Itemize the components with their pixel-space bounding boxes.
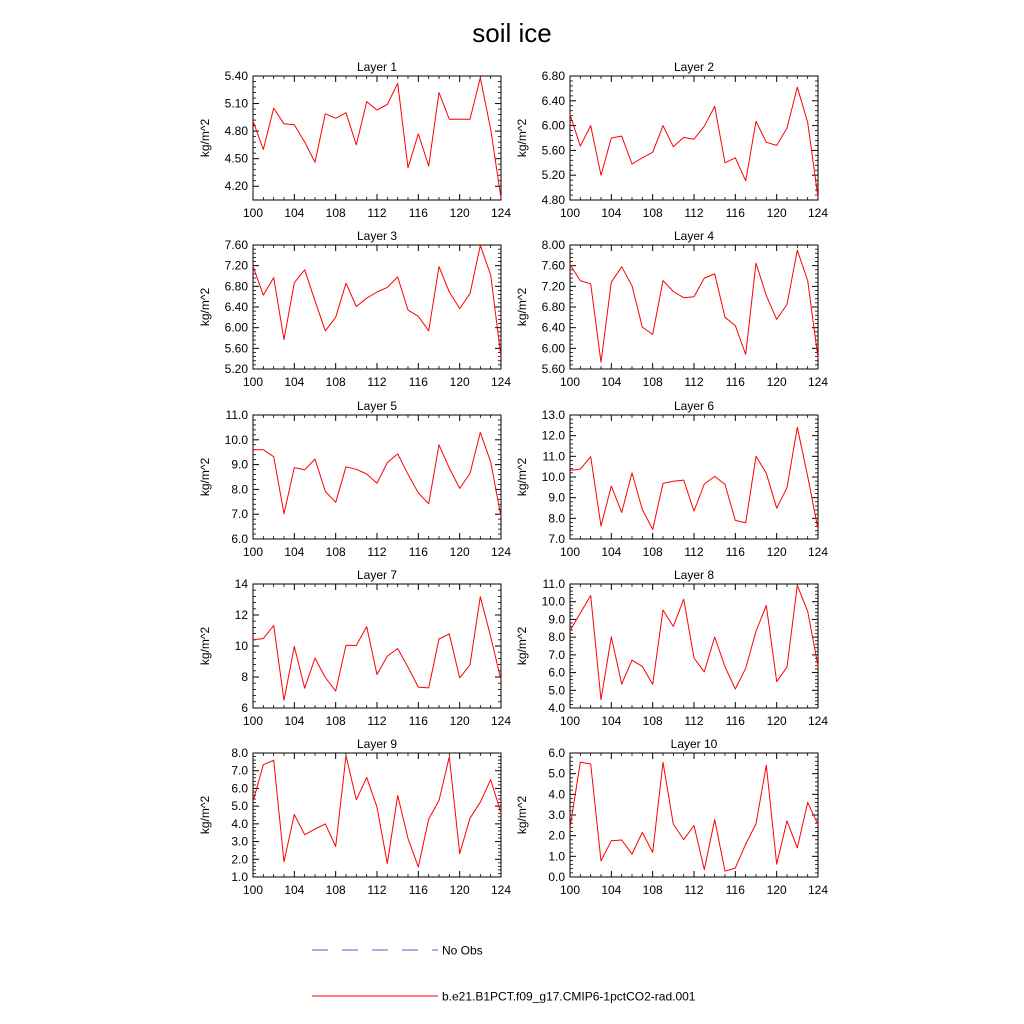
y-tick-label: 6.40 <box>224 300 248 314</box>
y-tick-label: 8.0 <box>548 630 565 645</box>
panel-layer-3 <box>198 229 511 389</box>
y-tick-label: 6.00 <box>224 320 248 335</box>
x-tick-label: 104 <box>601 883 622 897</box>
y-tick-label: 6.40 <box>541 93 565 108</box>
y-tick-label: 4.20 <box>224 179 248 194</box>
y-tick-label: 8.0 <box>548 511 565 526</box>
y-axis-label: kg/m^2 <box>198 626 212 666</box>
y-tick-label: 7.20 <box>224 258 248 273</box>
x-tick-label: 108 <box>325 375 346 389</box>
x-tick-label: 100 <box>559 545 581 559</box>
x-tick-label: 124 <box>490 714 512 728</box>
y-tick-label: 14 <box>234 577 248 591</box>
series-line-layer-7 <box>253 597 501 701</box>
x-tick-label: 124 <box>490 883 512 897</box>
x-tick-label: 108 <box>642 375 663 389</box>
x-tick-label: 116 <box>725 714 745 728</box>
x-tick-label: 108 <box>325 883 346 897</box>
x-tick-label: 104 <box>284 883 305 897</box>
y-tick-label: 7.0 <box>231 763 248 778</box>
plot-frame <box>570 584 818 708</box>
y-tick-label: 7.20 <box>541 279 565 294</box>
x-tick-label: 108 <box>325 545 346 559</box>
y-tick-label: 10.0 <box>224 432 248 447</box>
y-tick-label: 5.20 <box>541 168 565 183</box>
y-tick-label: 3.0 <box>548 808 565 822</box>
x-tick-label: 120 <box>766 375 787 389</box>
x-tick-label: 124 <box>807 883 829 897</box>
y-tick-label: 7.60 <box>541 258 565 273</box>
x-tick-label: 100 <box>559 883 581 897</box>
y-axis-label: kg/m^2 <box>198 457 212 497</box>
y-tick-label: 1.0 <box>231 870 248 884</box>
plot-frame <box>253 415 501 539</box>
y-tick-label: 5.0 <box>548 766 565 781</box>
y-tick-label: 6.00 <box>541 118 565 133</box>
y-tick-label: 5.60 <box>224 341 248 356</box>
x-tick-label: 124 <box>490 375 512 389</box>
y-tick-label: 10.0 <box>541 594 565 609</box>
x-tick-label: 100 <box>242 883 264 897</box>
y-tick-label: 5.60 <box>541 362 565 376</box>
x-tick-label: 108 <box>642 883 663 897</box>
y-tick-label: 4.0 <box>548 787 565 802</box>
legend-no-obs-label: No Obs <box>442 943 483 958</box>
y-tick-label: 10 <box>234 639 248 653</box>
x-tick-label: 100 <box>559 206 581 220</box>
x-tick-label: 112 <box>367 714 387 728</box>
y-tick-label: 6.80 <box>224 279 248 294</box>
panel-layer-2 <box>515 60 828 220</box>
panel-title: Layer 10 <box>670 737 718 751</box>
y-tick-label: 4.80 <box>541 193 565 207</box>
plot-frame <box>253 584 501 708</box>
series-line-layer-1 <box>253 78 501 198</box>
panel-layer-1 <box>198 60 511 220</box>
y-tick-label: 5.20 <box>224 362 248 376</box>
x-tick-label: 120 <box>766 883 787 897</box>
y-tick-label: 5.10 <box>224 96 248 111</box>
x-tick-label: 104 <box>284 714 305 728</box>
x-tick-label: 116 <box>408 206 428 220</box>
x-tick-label: 112 <box>684 883 704 897</box>
x-tick-label: 112 <box>367 375 387 389</box>
y-tick-label: 12 <box>234 608 248 622</box>
x-tick-label: 108 <box>642 714 663 728</box>
y-tick-label: 7.0 <box>548 532 565 546</box>
x-tick-label: 120 <box>449 206 470 220</box>
series-line-layer-10 <box>570 762 818 871</box>
y-axis-label: kg/m^2 <box>515 287 529 327</box>
x-tick-label: 116 <box>408 883 428 897</box>
x-tick-label: 100 <box>242 714 264 728</box>
y-tick-label: 0.0 <box>548 870 565 884</box>
x-tick-label: 124 <box>807 206 829 220</box>
x-tick-label: 112 <box>684 375 704 389</box>
y-tick-label: 13.0 <box>541 408 565 422</box>
x-tick-label: 120 <box>449 545 470 559</box>
x-tick-label: 112 <box>367 206 387 220</box>
figure-title: soil ice <box>472 18 552 48</box>
x-tick-label: 104 <box>601 206 622 220</box>
y-tick-label: 6.0 <box>548 665 565 680</box>
x-tick-label: 112 <box>684 545 704 559</box>
x-tick-label: 100 <box>559 714 581 728</box>
y-axis-label: kg/m^2 <box>515 795 529 835</box>
panel-layer-9 <box>198 737 511 897</box>
y-tick-label: 9.0 <box>548 612 565 627</box>
y-tick-label: 1.0 <box>548 849 565 864</box>
x-tick-label: 100 <box>242 375 264 389</box>
y-tick-label: 7.60 <box>224 238 248 252</box>
legend-model-label: b.e21.B1PCT.f09_g17.CMIP6-1pctCO2-rad.001 <box>442 989 696 1004</box>
x-tick-label: 112 <box>367 883 387 897</box>
plot-frame <box>253 76 501 200</box>
x-tick-label: 104 <box>601 375 622 389</box>
y-tick-label: 8.0 <box>231 482 248 497</box>
y-tick-label: 9.0 <box>548 490 565 505</box>
x-tick-label: 124 <box>807 714 829 728</box>
y-tick-label: 5.0 <box>548 683 565 698</box>
y-tick-label: 4.50 <box>224 151 248 166</box>
x-tick-label: 116 <box>725 545 745 559</box>
panel-layer-6 <box>515 399 828 559</box>
x-tick-label: 104 <box>601 545 622 559</box>
x-tick-label: 104 <box>601 714 622 728</box>
panel-title: Layer 5 <box>356 399 398 413</box>
y-tick-label: 5.60 <box>541 143 565 158</box>
y-tick-label: 5.0 <box>231 799 248 814</box>
y-tick-label: 6.00 <box>541 341 565 356</box>
panel-layer-4 <box>515 229 828 389</box>
legend <box>312 944 696 1004</box>
panel-title: Layer 6 <box>673 399 715 413</box>
x-tick-label: 116 <box>725 375 745 389</box>
y-axis-label: kg/m^2 <box>198 795 212 835</box>
y-tick-label: 4.0 <box>231 816 248 831</box>
plot-frame <box>570 415 818 539</box>
y-tick-label: 11.0 <box>542 577 565 591</box>
x-tick-label: 100 <box>242 545 264 559</box>
y-tick-label: 12.0 <box>541 428 565 443</box>
x-tick-label: 104 <box>284 206 305 220</box>
panel-title: Layer 7 <box>356 568 398 582</box>
y-axis-label: kg/m^2 <box>515 118 529 158</box>
y-tick-label: 6.80 <box>541 69 565 83</box>
y-tick-label: 4.80 <box>224 124 248 139</box>
x-tick-label: 100 <box>242 206 264 220</box>
x-tick-label: 108 <box>642 206 663 220</box>
x-tick-label: 116 <box>408 714 428 728</box>
y-tick-label: 10.0 <box>541 470 565 484</box>
panel-title: Layer 2 <box>673 60 715 74</box>
y-tick-label: 6.40 <box>541 320 565 335</box>
x-tick-label: 116 <box>408 375 428 389</box>
y-tick-label: 2.0 <box>231 852 248 867</box>
x-tick-label: 120 <box>449 375 470 389</box>
series-line-layer-5 <box>253 432 501 517</box>
y-axis-label: kg/m^2 <box>515 457 529 497</box>
y-tick-label: 9.0 <box>231 457 248 472</box>
y-tick-label: 8.0 <box>231 746 248 760</box>
panel-title: Layer 8 <box>673 568 715 582</box>
x-tick-label: 120 <box>766 545 787 559</box>
x-tick-label: 112 <box>684 206 704 220</box>
y-axis-label: kg/m^2 <box>198 118 212 158</box>
y-axis-label: kg/m^2 <box>198 287 212 327</box>
plot-frame <box>570 753 818 877</box>
series-line-layer-9 <box>253 756 501 867</box>
y-tick-label: 8.00 <box>541 238 565 252</box>
y-tick-label: 6.0 <box>548 746 565 760</box>
x-tick-label: 112 <box>684 714 704 728</box>
series-line-layer-4 <box>570 250 818 362</box>
x-tick-label: 108 <box>325 206 346 220</box>
panel-layer-8 <box>515 568 828 728</box>
y-tick-label: 11.0 <box>225 408 248 422</box>
plot-frame <box>570 245 818 369</box>
x-tick-label: 120 <box>449 714 470 728</box>
y-tick-label: 6 <box>241 701 248 715</box>
y-tick-label: 8 <box>241 670 248 684</box>
panel-title: Layer 4 <box>673 229 715 243</box>
y-tick-label: 7.0 <box>548 647 565 662</box>
x-tick-label: 112 <box>367 545 387 559</box>
x-tick-label: 124 <box>490 545 512 559</box>
plot-frame <box>253 753 501 877</box>
y-tick-label: 6.0 <box>231 532 248 546</box>
y-axis-label: kg/m^2 <box>515 626 529 666</box>
x-tick-label: 104 <box>284 545 305 559</box>
y-tick-label: 3.0 <box>231 834 248 849</box>
y-tick-label: 2.0 <box>548 828 565 843</box>
x-tick-label: 104 <box>284 375 305 389</box>
x-tick-label: 116 <box>725 206 745 220</box>
panels <box>198 60 828 897</box>
y-tick-label: 5.40 <box>224 69 248 83</box>
x-tick-label: 124 <box>807 375 829 389</box>
panel-title: Layer 1 <box>356 60 398 74</box>
panel-title: Layer 9 <box>356 737 398 751</box>
panel-layer-5 <box>198 399 511 559</box>
y-tick-label: 6.0 <box>231 781 248 796</box>
x-tick-label: 120 <box>449 883 470 897</box>
x-tick-label: 108 <box>325 714 346 728</box>
x-tick-label: 120 <box>766 714 787 728</box>
y-tick-label: 7.0 <box>231 507 248 522</box>
x-tick-label: 124 <box>807 545 829 559</box>
y-tick-label: 4.0 <box>548 701 565 715</box>
x-tick-label: 116 <box>408 545 428 559</box>
y-tick-label: 11.0 <box>542 449 565 464</box>
series-line-layer-8 <box>570 585 818 699</box>
x-tick-label: 100 <box>559 375 581 389</box>
panel-layer-7 <box>198 568 511 728</box>
x-tick-label: 120 <box>766 206 787 220</box>
x-tick-label: 108 <box>642 545 663 559</box>
series-line-layer-3 <box>253 246 501 358</box>
x-tick-label: 116 <box>725 883 745 897</box>
panel-layer-10 <box>515 737 828 897</box>
series-line-layer-2 <box>570 87 818 197</box>
series-line-layer-6 <box>570 427 818 529</box>
y-tick-label: 6.80 <box>541 300 565 314</box>
panel-title: Layer 3 <box>356 229 398 243</box>
x-tick-label: 124 <box>490 206 512 220</box>
